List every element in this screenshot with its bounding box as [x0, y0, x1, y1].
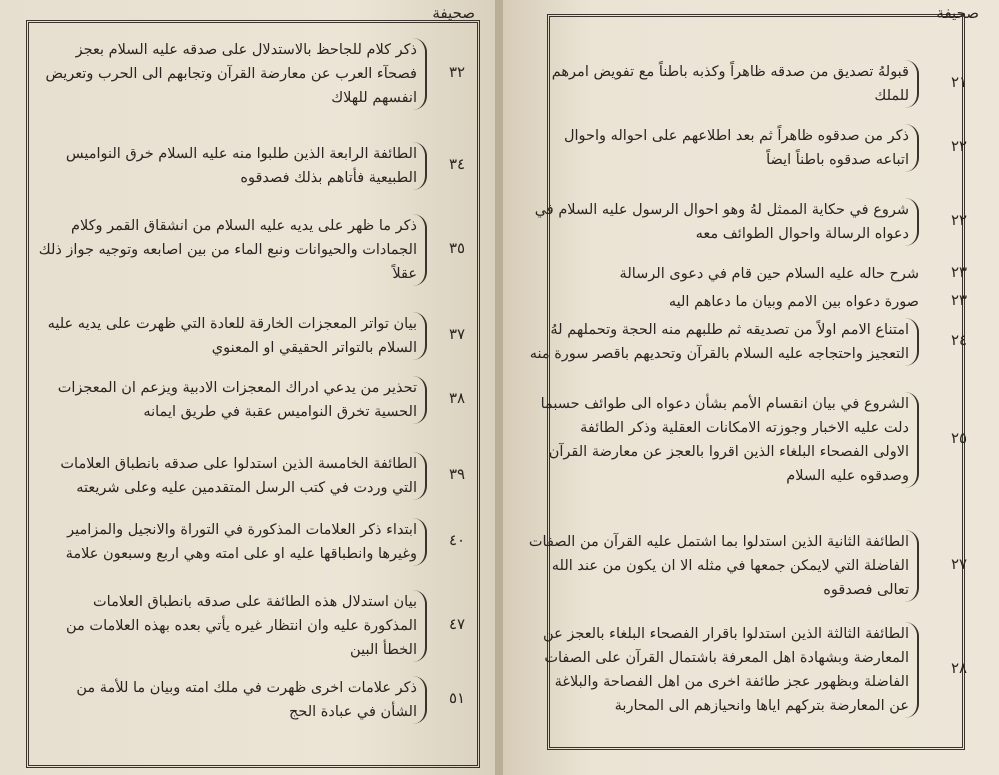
left-toc-entry — [19, 676, 427, 724]
right-page-number: ٢٣ — [950, 291, 968, 309]
toc-entry-line: الطائفة الثانية الذين استدلوا بما اشتمل عليه القرآن من الصفات — [528, 534, 909, 550]
left-page-number: ٣٢ — [448, 63, 466, 81]
toc-entry-line: فصحآء العرب عن معارضة القرآن وتجابهم الى الحرب وتعريض — [45, 66, 417, 82]
toc-entry-line: قبولهُ تصديق من صدقه ظاهراً وكذبه باطناً مع تفويض امرهم — [551, 64, 909, 80]
toc-entry-line: ذكر كلام للجاحظ بالاستدلال على صدقه عليه السلام بعجز — [75, 42, 417, 58]
toc-entry-line: التي وردت في كتب الرسل المتقدمين عليه وعلى شريعته — [76, 480, 417, 496]
right-page-number: ٢٧ — [950, 555, 968, 573]
right-page-number: ٢٥ — [950, 429, 968, 447]
right-page-number: ٢٨ — [950, 659, 968, 677]
right-column-header: صحيفة — [936, 4, 979, 22]
left-page-number: ٣٧ — [448, 325, 466, 343]
toc-entry-line: عن المعارضة بتركهم اياها وانحيازهم الى المحاربة — [614, 698, 909, 714]
left-toc-entry — [19, 590, 427, 662]
right-toc-entry — [534, 198, 919, 246]
left-page-number: ٣٥ — [448, 239, 466, 257]
right-page-number: ٢١ — [950, 73, 968, 91]
right-page-number: ٢٤ — [950, 331, 968, 349]
toc-entry-line: بيان استدلال هذه الطائفة على صدقه بانطباق العلامات — [93, 594, 417, 610]
toc-entry-line: انفسهم للهلاك — [331, 90, 417, 106]
toc-entry-line: شرح حاله عليه السلام حين قام في دعوى الرسالة — [619, 266, 919, 282]
toc-entry-line: دلت عليه الاخبار وجوزته الامكانات العقلية وذكر الطائفة — [580, 420, 909, 436]
toc-entry-line: الشروع في بيان انقسام الأمم بشأن دعواه الى طوائف حسبما — [540, 396, 909, 412]
toc-entry-line: السلام بالتواتر الحقيقي او المعنوي — [211, 340, 417, 356]
left-page-number: ٤٠ — [448, 531, 466, 549]
toc-entry-line: للملك — [874, 88, 909, 104]
toc-entry-line: شروع في حكاية الممثل لهُ وهو احوال الرسول عليه السلام في — [534, 202, 909, 218]
toc-entry-line: الفاضلة وبظهور عجز طائفة اخرى من اهل الفصاحة والبلاغة — [554, 674, 909, 690]
right-toc-entry — [529, 318, 919, 366]
toc-entry-line: الطبيعية فأتاهم بذلك فصدقوه — [240, 170, 417, 186]
toc-entry-line: ذكر ما ظهر على يديه عليه السلام من انشقاق القمر وكلام — [71, 218, 417, 234]
toc-entry-line: الحسية تخرق النواميس عقبة في طريق ايمانه — [143, 404, 417, 420]
toc-entry-line: امتناع الامم اولاً من تصديقه ثم طلبهم منه الحجة وتحملهم لهُ — [550, 322, 909, 338]
toc-entry-line: ابتداء ذكر العلامات المذكورة في التوراة والانجيل والمزامير — [67, 522, 417, 538]
toc-entry-line: الجمادات والحيوانات ونبع الماء من بين اصابعه وتوجيه جواز ذلك — [38, 242, 417, 258]
right-toc-entry — [551, 60, 919, 108]
left-page-number: ٣٤ — [448, 155, 466, 173]
right-toc-entry — [528, 530, 919, 602]
toc-entry-line: الطائفة الثالثة الذين استدلوا باقرار الفصحاء البلغاء بالعجز عن — [543, 626, 909, 642]
toc-entry-line: صورة دعواه بين الامم وبيان ما دعاهم اليه — [668, 294, 919, 310]
left-toc-entry — [19, 518, 427, 566]
toc-entry-line: الخطأ البين — [350, 642, 417, 658]
toc-entry-line: تحذير من يدعي ادراك المعجزات الادبية ويزعم ان المعجزات — [57, 380, 417, 396]
left-toc-entry — [19, 142, 427, 190]
left-toc-entry — [19, 214, 427, 286]
toc-entry-line: بيان تواتر المعجزات الخارقة للعادة التي ظهرت على يديه عليه — [47, 316, 417, 332]
left-toc-entry — [19, 452, 427, 500]
toc-entry-line: الفاضلة التي لايمكن جمعها في مثله الا ان يكون من عند الله — [551, 558, 909, 574]
toc-entry-line: وغيرها وانطباقها عليه او على امته وهي اربع وسبعون علامة — [65, 546, 417, 562]
toc-entry-line: وصدقوه عليه السلام — [786, 468, 909, 484]
toc-entry-line: الاولى الفصحاء البلغاء الذين اقروا بالعجز عن معارضة القرآن — [548, 444, 909, 460]
toc-entry-line: عقلاً — [392, 266, 417, 282]
right-entries — [503, 0, 999, 775]
toc-entry-line: اتباعه صدقوه باطناً ايضاً — [766, 152, 909, 168]
left-column-header: صحيفة — [432, 4, 475, 22]
toc-entry-line: المذكورة عليه وان انتظار غيره يأتي بعده بهذه العلامات من — [66, 618, 417, 634]
left-page-number: ٤٧ — [448, 615, 466, 633]
toc-entry-line: المعارضة وبشهادة اهل المعرفة باشتمال القرآن على الصفات — [544, 650, 909, 666]
toc-entry-line: الطائفة الرابعة الذين طلبوا منه عليه السلام خرق النواميس — [65, 146, 417, 162]
left-page-number: ٥١ — [448, 689, 466, 707]
toc-entry-line: ذكر من صدقوه ظاهراً ثم بعد اطلاعهم على احواله واحوال — [563, 128, 909, 144]
right-toc-entry — [543, 622, 919, 718]
left-toc-entry — [19, 312, 427, 360]
left-page-number: ٣٩ — [448, 465, 466, 483]
right-toc-entry — [563, 124, 919, 172]
toc-entry-line: الطائفة الخامسة الذين استدلوا على صدقه بانطباق العلامات — [60, 456, 417, 472]
left-page-number: ٣٨ — [448, 389, 466, 407]
right-page-number: ٢٣ — [950, 263, 968, 281]
toc-entry-line: تعالى فصدقوه — [823, 582, 909, 598]
toc-entry-line: الشأن في عبادة الحج — [289, 704, 417, 720]
right-toc-entry — [589, 290, 919, 314]
left-page — [0, 0, 497, 775]
left-toc-entry — [19, 38, 427, 110]
right-toc-entry — [540, 392, 919, 488]
right-toc-entry — [589, 262, 919, 286]
right-page — [503, 0, 999, 775]
toc-entry-line: دعواه الرسالة واحوال الطوائف معه — [695, 226, 909, 242]
right-page-number: ٢٢ — [950, 137, 968, 155]
toc-entry-line: التعجيز واحتجاجه عليه السلام بالقرآن وتحديهم باقصر سورة منه — [529, 346, 909, 362]
left-toc-entry — [19, 376, 427, 424]
right-page-number: ٢٢ — [950, 211, 968, 229]
left-entries — [0, 0, 497, 775]
toc-entry-line: ذكر علامات اخرى ظهرت في ملك امته وبيان ما للأمة من — [76, 680, 417, 696]
